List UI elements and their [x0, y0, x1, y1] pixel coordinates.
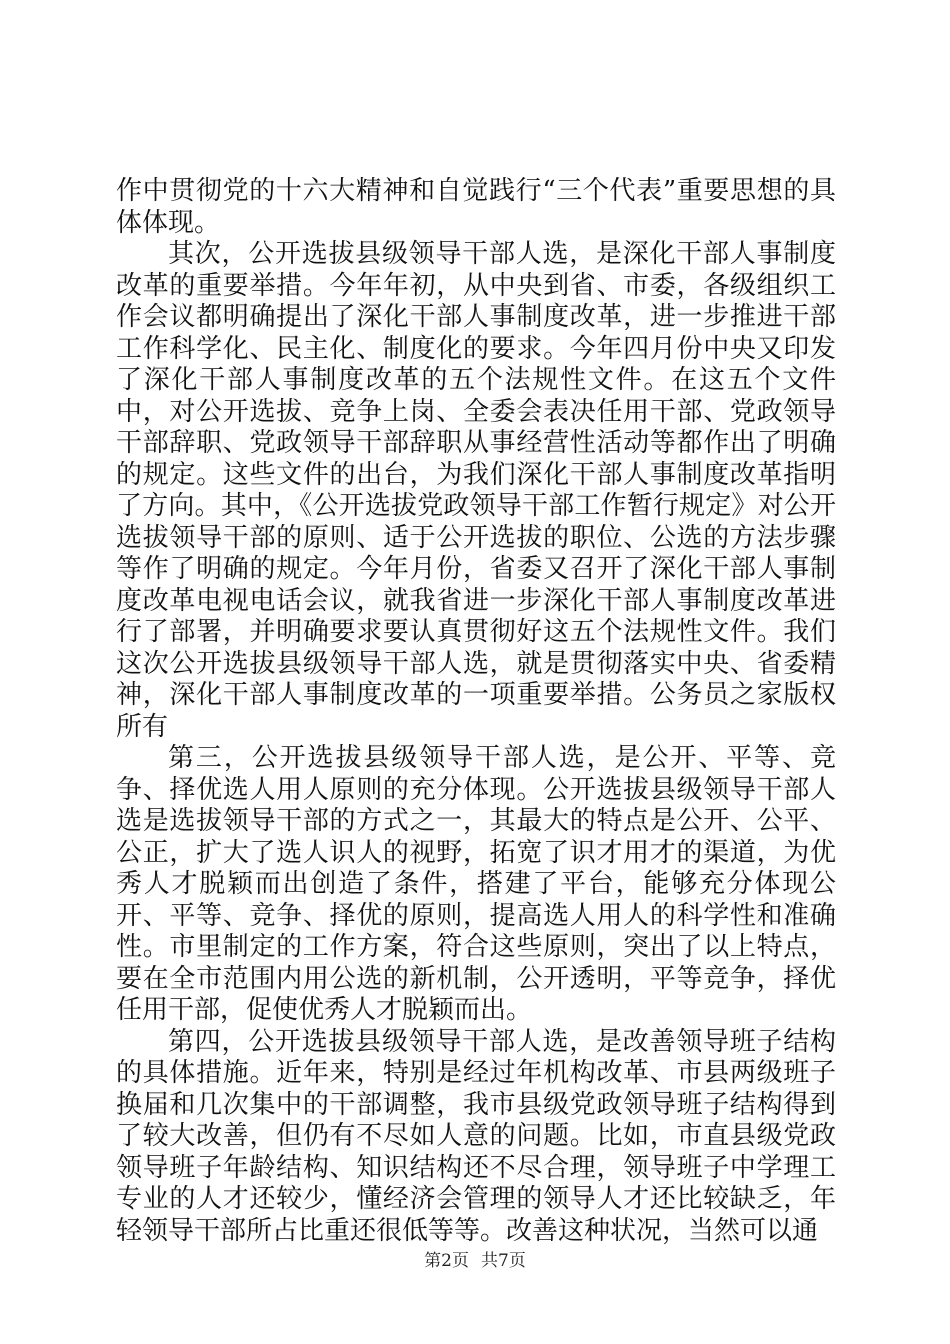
paragraph-2: 其次，公开选拔县级领导干部人选，是深化干部人事制度改革的重要举措。今年年初，从中央到省、市委，各级组织工作会议都明确提出了深化干部人事制度改革，进一步推进干部工作科学化、民主化、制度化的要求。今年四月份中央又印发了深化干部人事制度改革的五个法规性文件。在这五个文件中，对公开选拔、竞争上岗、全委会表决任用干部、党政领导干部辞职、党政领导干部辞职从事经营性活动等都作出了明确的规定。这些文件的出台，为我们深化干部人事制度改革指明了方向。其中，《公开选拔党政领导干部工作暂行规定》对公开选拔领导干部的原则、适于公开选拔的职位、公选的方法步骤等作了明确的规定。今年月份，省委又召开了深化干部人事制度改革电视电话会议，就我省进一步深化干部人事制度改革进行了部署，并明确要求要认真贯彻好这五个法规性文件。我们这次公开选拔县级领导干部人选，就是贯彻落实中央、省委精神，深化干部人事制度改革的一项重要举措。公务员之家版权所有 — [116, 239, 836, 742]
paragraph-4: 第四，公开选拔县级领导干部人选，是改善领导班子结构的具体措施。近年来，特别是经过年机构改革、市县两级班子换届和几次集中的干部调整，我市县级党政领导班子结构得到了较大改善，但仍有不尽如人意的问题。比如，市直县级党政领导班子年龄结构、知识结构还不尽合理，领导班子中学理工专业的人才还较少，懂经济会管理的领导人才还比较缺乏，年轻领导干部所占比重还很低等等。改善这种状况，当然可以通 — [116, 1026, 836, 1246]
page-number: 第2页 — [424, 1251, 469, 1271]
page-footer — [0, 1246, 950, 1271]
page-total: 共7页 — [481, 1251, 526, 1271]
paragraph-3: 第三，公开选拔县级领导干部人选，是公开、平等、竞争、择优选人用人原则的充分体现。公开选拔县级领导干部人选是选拔领导干部的方式之一，其最大的特点是公开、公平、公正，扩大了选人识人的视野，拓宽了识才用才的渠道，为优秀人才脱颖而出创造了条件，搭建了平台，能够充分体现公开、平等、竞争、择优的原则，提高选人用人的科学性和准确性。市里制定的工作方案，符合这些原则，突出了以上特点，要在全市范围内用公选的新机制，公开透明，平等竞争，择优任用干部，促使优秀人才脱颖而出。 — [116, 743, 836, 1025]
document-body — [116, 176, 836, 1247]
paragraph-1: 作中贯彻党的十六大精神和自觉践行“三个代表”重要思想的具体体现。 — [116, 176, 836, 238]
